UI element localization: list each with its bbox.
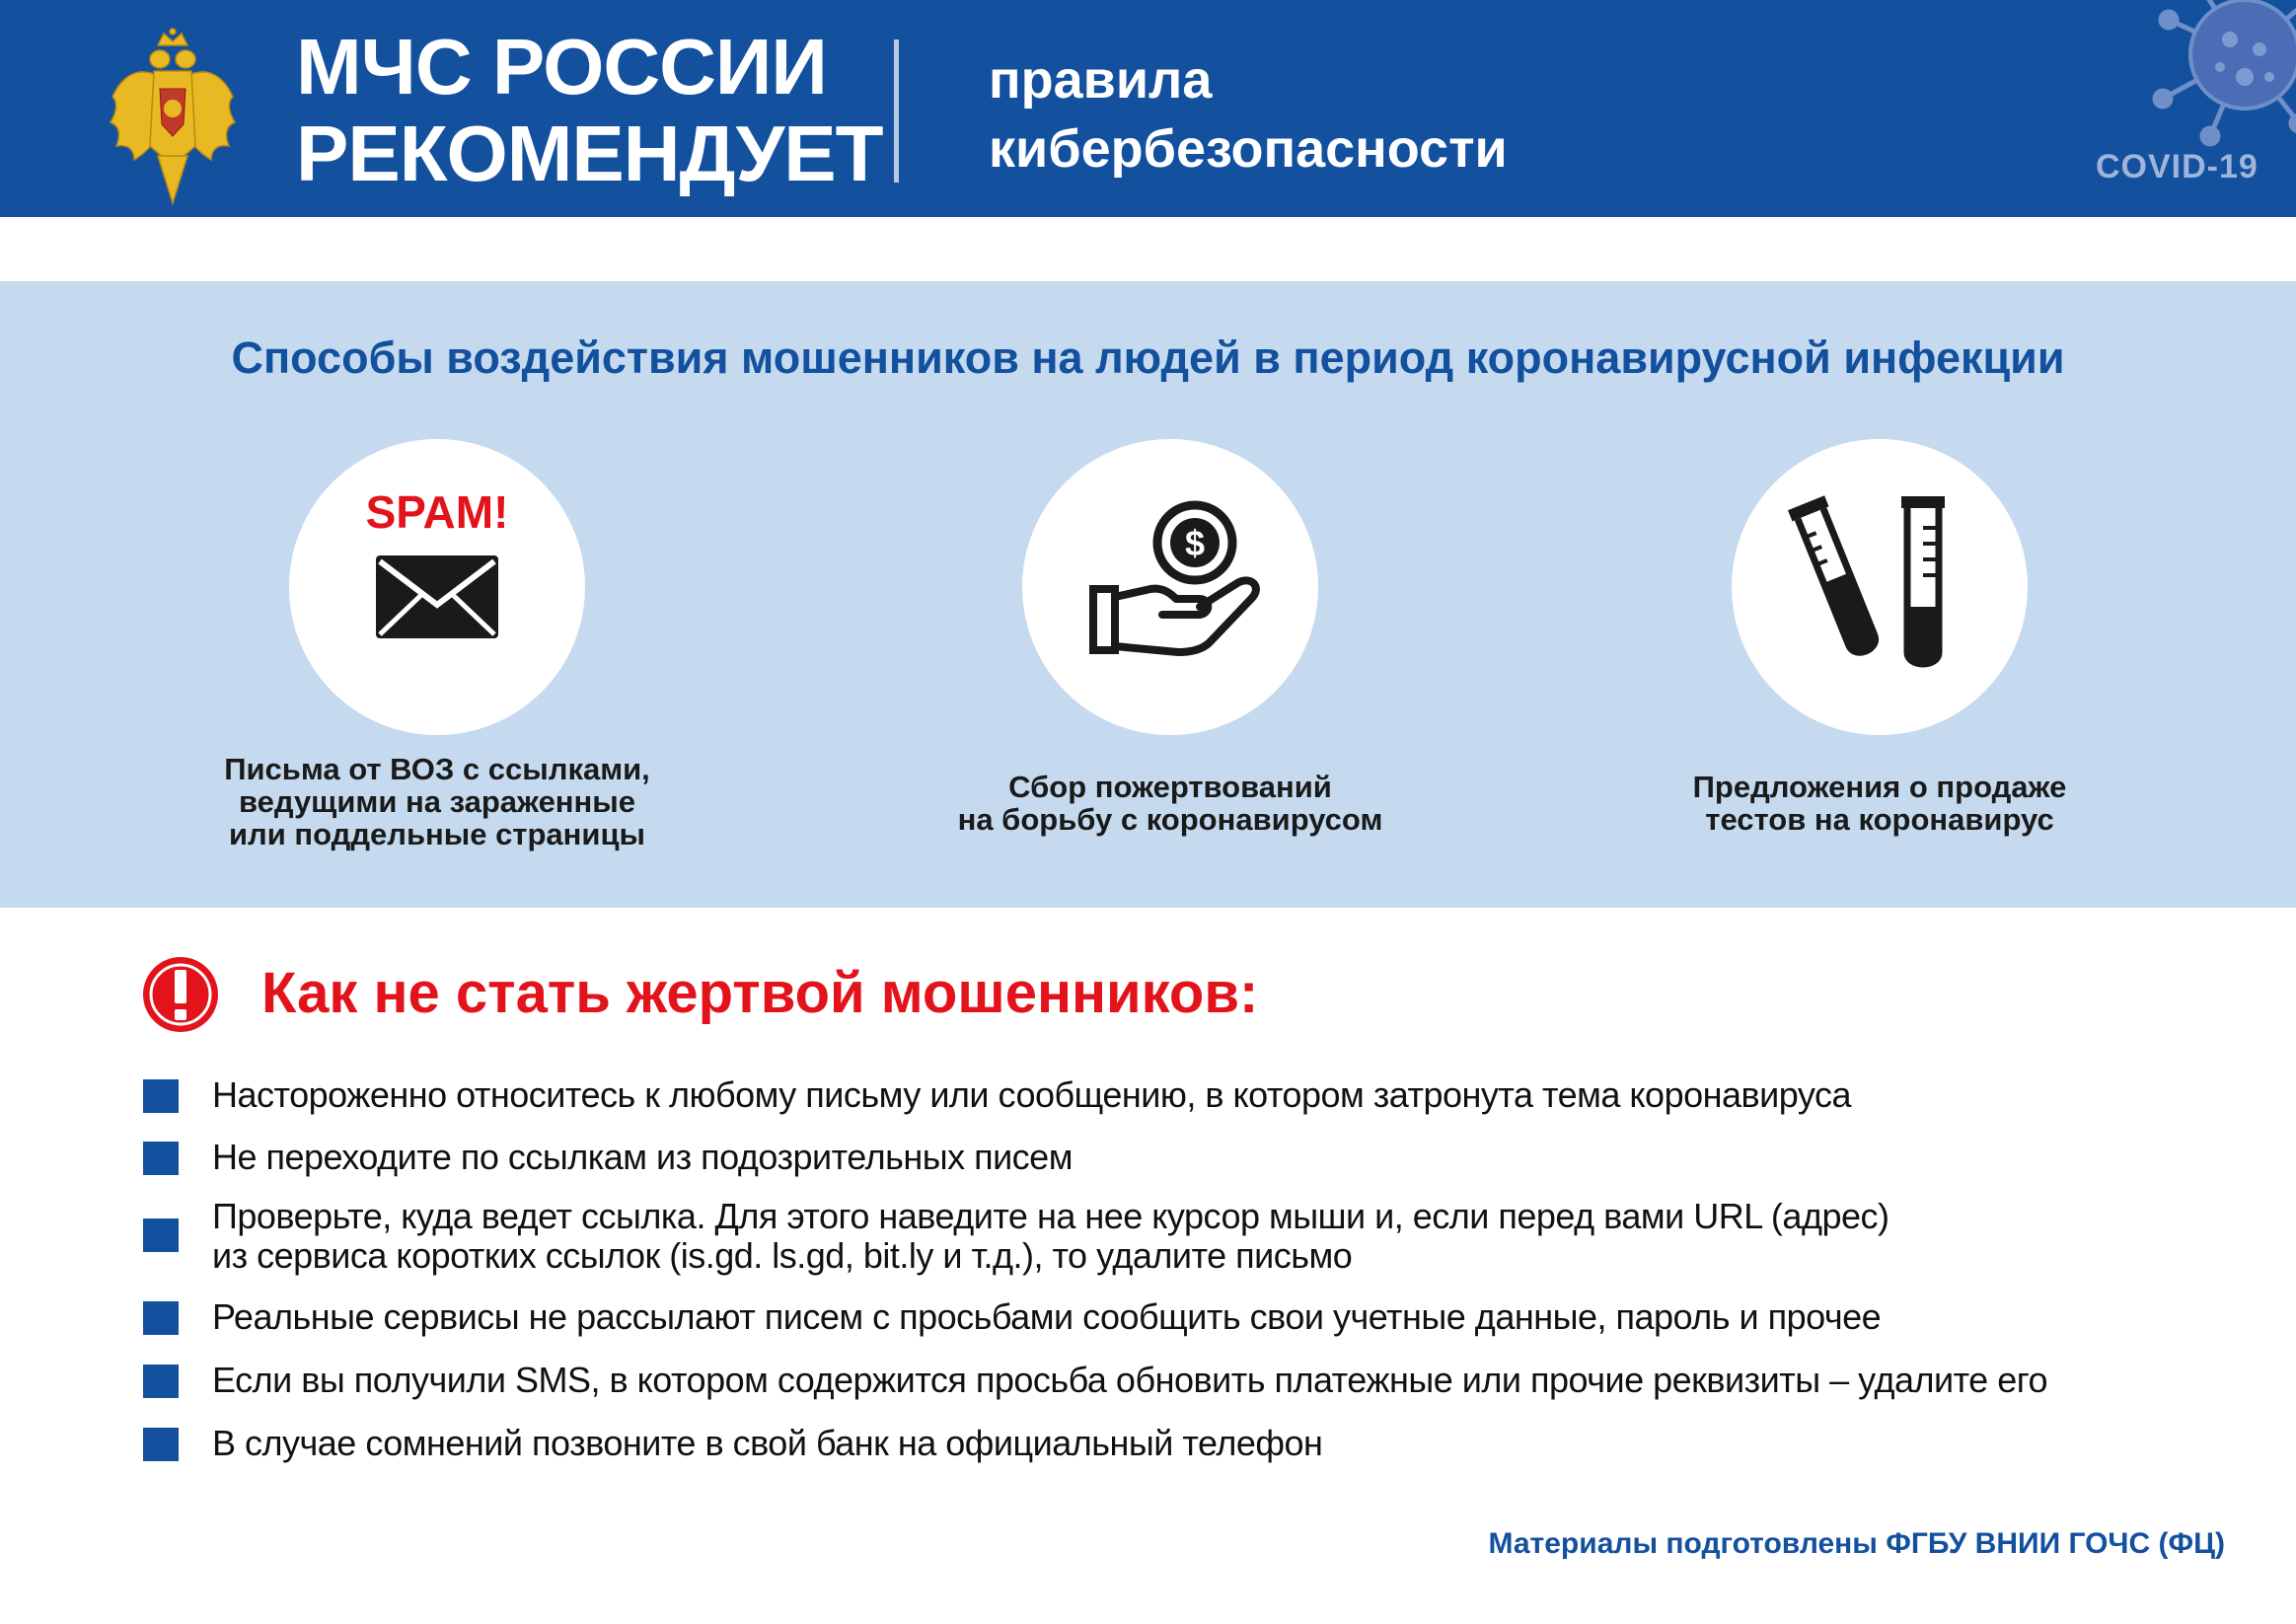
footer-credit: Материалы подготовлены ФГБУ ВНИИ ГОЧС (ФЦ) <box>1488 1527 2225 1560</box>
method-icon-circle <box>1022 439 1318 735</box>
method-caption <box>1623 771 2136 836</box>
header-divider <box>894 39 899 183</box>
list-item <box>143 1075 2215 1115</box>
methods-title: Способы воздействия мошенников на людей в период коронавирусной инфекции <box>231 332 2065 383</box>
caption-line: Предложения о продаже <box>1692 770 2067 804</box>
method-spam-letters <box>181 439 694 850</box>
rule-text: Реальные сервисы не рассылают писем с просьбами сообщить свои учетные данные, пароль и прочее <box>212 1296 1882 1337</box>
list-item <box>143 1297 2215 1337</box>
exclamation-icon <box>140 954 221 1035</box>
rules-list <box>143 1075 2215 1463</box>
rule-text: В случае сомнений позвоните в свой банк на официальный телефон <box>212 1423 1323 1463</box>
list-item <box>143 1424 2215 1463</box>
caption-line: Письма от ВОЗ с ссылками, <box>224 752 650 786</box>
header-title-line2: РЕКОМЕНДУЕТ <box>296 110 883 197</box>
spam-label: SPAM! <box>365 486 509 538</box>
donation-hand-icon <box>1032 449 1308 725</box>
rule-text: Настороженно относитесь к любому письму или сообщению, в котором затронута тема коронавируса <box>212 1074 1851 1115</box>
virus-icon <box>2151 0 2296 148</box>
caption-line: или поддельные страницы <box>229 817 645 851</box>
bullet-square-icon <box>143 1218 179 1252</box>
list-item <box>143 1361 2215 1400</box>
rule-text: Проверьте, куда ведет ссылка. Для этого наведите на нее курсор мыши и, если перед вами URL (адрес) <box>212 1196 1889 1236</box>
caption-line: Сбор пожертвований <box>1008 770 1332 804</box>
list-item <box>143 1197 2215 1276</box>
warning-title: Как не стать жертвой мошенников: <box>261 961 1259 1025</box>
rule-text: Не переходите по ссылкам из подозрительных писем <box>212 1137 1073 1177</box>
method-caption <box>914 771 1427 836</box>
method-donations <box>914 439 1427 836</box>
list-item <box>143 1138 2215 1177</box>
caption-line: ведущими на зараженные <box>239 784 635 819</box>
header-banner <box>0 0 2296 217</box>
header-title <box>296 24 883 197</box>
bullet-square-icon <box>143 1301 179 1335</box>
eagle-emblem-icon <box>109 28 237 205</box>
svg-text:$: $ <box>1184 523 1206 563</box>
spam-envelope-icon <box>299 449 575 725</box>
header-subtitle-line2: кибербезопасности <box>989 119 1508 179</box>
method-icon-circle <box>289 439 585 735</box>
covid-label: COVID-19 <box>2096 148 2259 185</box>
rule-text: из сервиса коротких ссылок (is.gd. ls.gd, bit.ly и т.д.), то удалите письмо <box>212 1235 1353 1276</box>
method-caption <box>181 753 694 850</box>
header-subtitle <box>989 45 1508 184</box>
method-fake-tests <box>1623 439 2136 836</box>
bullet-square-icon <box>143 1365 179 1398</box>
bullet-square-icon <box>143 1428 179 1461</box>
caption-line: на борьбу с коронавирусом <box>957 802 1383 837</box>
method-icon-circle <box>1732 439 2028 735</box>
test-tubes-icon <box>1741 449 2018 725</box>
bullet-square-icon <box>143 1079 179 1113</box>
rule-text: Если вы получили SMS, в котором содержится просьба обновить платежные или прочие реквизиты – удалите его <box>212 1360 2048 1400</box>
bullet-square-icon <box>143 1142 179 1175</box>
header-title-line1: МЧС РОССИИ <box>296 23 827 111</box>
methods-band <box>0 281 2296 908</box>
header-subtitle-line1: правила <box>989 50 1213 110</box>
caption-line: тестов на коронавирус <box>1705 802 2054 837</box>
